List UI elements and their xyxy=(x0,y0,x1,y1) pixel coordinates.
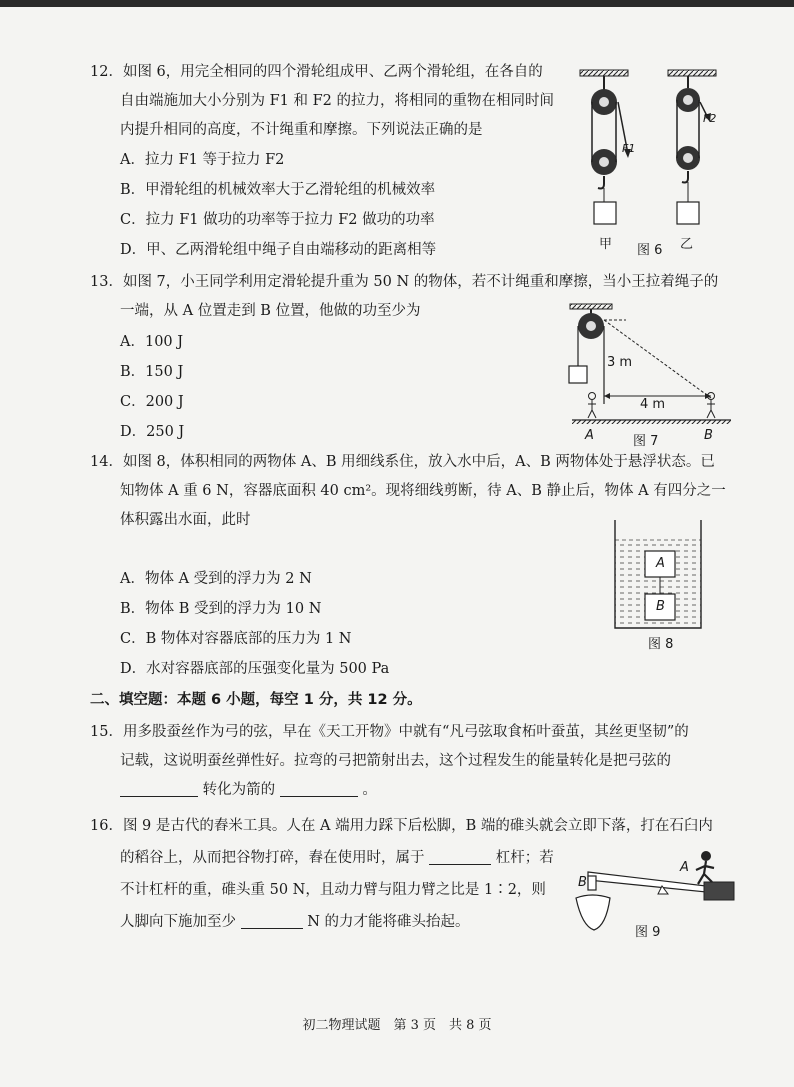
q14-line-2: 知物体 A 重 6 N，容器底面积 40 cm²。现将细线剪断，待 A、B 静止后，物体 A 有四分之一 xyxy=(120,483,726,499)
q12-option-b: B．甲滑轮组的机械效率大于乙滑轮组的机械效率 xyxy=(120,182,436,198)
fig6-label-yi: 乙 xyxy=(680,237,694,252)
page-footer: 初二物理试题 第 3 页 共 8 页 xyxy=(302,1018,492,1033)
q13-option-d: D．250 J xyxy=(120,424,185,440)
fig7-width-label: 4 m xyxy=(640,397,666,412)
q16-blank-1[interactable] xyxy=(429,848,491,865)
section-2-heading: 二、填空题：本题 6 小题，每空 1 分，共 12 分。 xyxy=(90,692,422,708)
q12-line-2: 自由端施加大小分别为 F1 和 F2 的拉力，将相同的重物在相同时间 xyxy=(120,93,555,109)
f1-label: F1 xyxy=(622,142,636,155)
fig6-label-jia: 甲 xyxy=(599,237,613,252)
q14-option-b: B．物体 B 受到的浮力为 10 N xyxy=(120,601,322,617)
question-15 xyxy=(90,718,689,805)
q16-blank-2[interactable] xyxy=(241,912,303,929)
q16-line-2-end: 杠杆；若 xyxy=(495,850,554,866)
q15-line-3-mid: 转化为箭的 xyxy=(202,782,276,798)
q16-line-2-start: 的稻谷上，从而把谷物打碎，舂在使用时，属于 xyxy=(120,850,425,866)
fig9-caption: 图 9 xyxy=(635,925,661,940)
q14-option-a: A．物体 A 受到的浮力为 2 N xyxy=(120,571,312,587)
fig7-height-label: 3 m xyxy=(607,355,633,370)
fig8-block-b: B xyxy=(656,599,665,614)
fig9-point-b: B xyxy=(578,875,587,890)
q12-option-c: C．拉力 F1 做功的功率等于拉力 F2 做功的功率 xyxy=(120,212,435,228)
q15-line-2: 记载，这说明蚕丝弹性好。拉弯的弓把箭射出去，这个过程发生的能量转化是把弓弦的 xyxy=(120,753,671,769)
q16-line-1: 16．图 9 是古代的舂米工具。人在 A 端用力踩下后松脚，B 端的碓头就会立即下落，打在石臼内 xyxy=(90,818,713,834)
q12-option-d: D．甲、乙两滑轮组中绳子自由端移动的距离相等 xyxy=(120,242,437,258)
fig7-point-a: A xyxy=(585,428,594,443)
q16-line-3: 不计杠杆的重，碓头重 50 N，且动力臂与阻力臂之比是 1∶2，则 xyxy=(120,882,546,898)
fig8-block-a: A xyxy=(656,556,665,571)
fig7-point-b: B xyxy=(704,428,713,443)
q14-option-c: C．B 物体对容器底部的压力为 1 N xyxy=(120,631,352,647)
question-12 xyxy=(90,58,554,145)
figure-6-pulleys xyxy=(578,66,728,256)
q13-line-2: 一端，从 A 位置走到 B 位置，他做的功至少为 xyxy=(120,303,421,319)
fig7-caption: 图 7 xyxy=(633,434,659,449)
q13-line-1: 13．如图 7，小王同学利用定滑轮提升重为 50 N 的物体，若不计绳重和摩擦，当小王拉着绳子的 xyxy=(90,274,719,290)
q14-option-d: D．水对容器底部的压强变化量为 500 Pa xyxy=(120,661,390,677)
q13-option-a: A．100 J xyxy=(120,334,184,350)
q12-line-1: 12．如图 6，用完全相同的四个滑轮组成甲、乙两个滑轮组，在各自的 xyxy=(90,64,543,80)
f2-label: F2 xyxy=(703,112,717,125)
q15-line-3-end: 。 xyxy=(362,782,377,798)
q12-line-3: 内提升相同的高度，不计绳重和摩擦。下列说法正确的是 xyxy=(120,122,483,138)
q15-blank-2[interactable] xyxy=(280,780,358,797)
q14-line-1: 14．如图 8，体积相同的两物体 A、B 用细线系住，放入水中后，A、B 两物体处于悬浮状态。已 xyxy=(90,454,715,470)
q13-option-b: B．150 J xyxy=(120,364,184,380)
q14-line-3: 体积露出水面，此时 xyxy=(120,512,251,528)
q16-line-4-start: 人脚向下施加至少 xyxy=(120,914,236,930)
q16-line-4-end: N 的力才能将碓头抬起。 xyxy=(307,914,470,930)
q13-option-c: C．200 J xyxy=(120,394,184,410)
fig9-point-a: A xyxy=(680,860,689,875)
fig8-caption: 图 8 xyxy=(648,637,674,652)
fig6-caption: 图 6 xyxy=(637,243,663,258)
q15-line-1: 15．用多股蚕丝作为弓的弦，早在《天工开物》中就有“凡弓弦取食柘叶蚕茧，其丝更坚韧”的 xyxy=(90,724,689,740)
figure-8-container xyxy=(612,518,704,633)
q12-option-a: A．拉力 F1 等于拉力 F2 xyxy=(120,152,285,168)
scan-border xyxy=(0,0,794,7)
q15-blank-1[interactable] xyxy=(120,780,198,797)
